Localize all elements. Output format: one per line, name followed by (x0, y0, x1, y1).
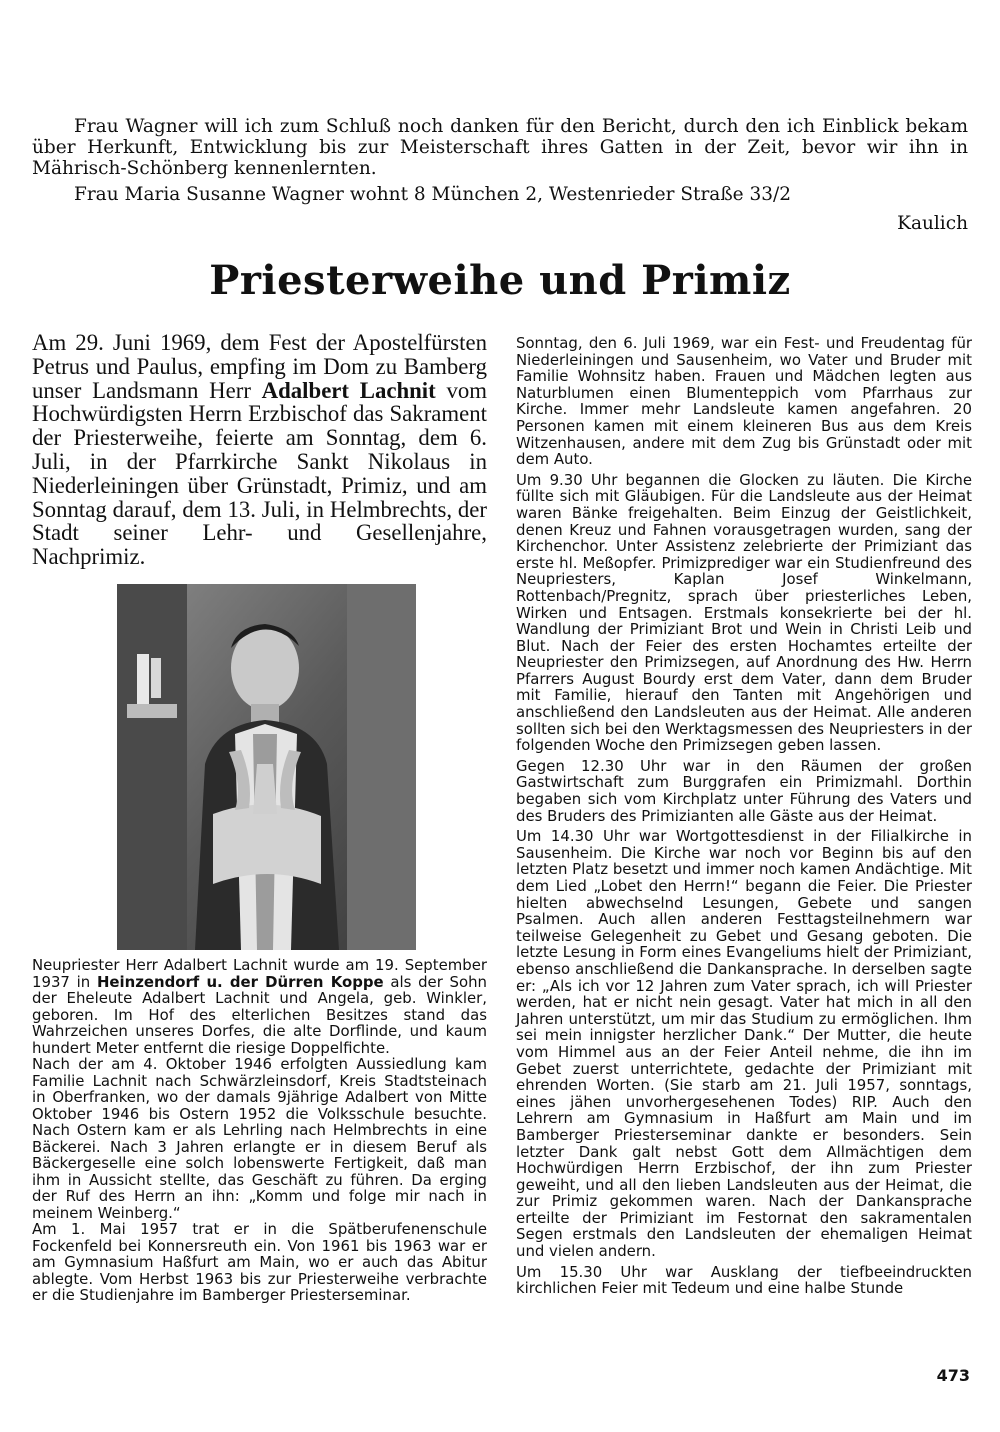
caption-paragraph: Am 1. Mai 1957 trat er in die Spätberufenenschule Fockenfeld bei Konnersreuth ein. Von 1961 bis 1963 war er am Gymnasium Haßfurt am Main, wo er auch das Abitur ablegte. Vom Herbst 1963 bis zur Priesterweihe verbrachte er die Studienjahre im Bamberger Priesterseminar. (32, 1220, 487, 1304)
priest-photo (117, 584, 416, 950)
caption-paragraph: Nach der am 4. Oktober 1946 erfolgten Aussiedlung kam Familie Lachnit nach Schwärzleinsdorf, Kreis Stadtsteinach in Oberfranken, wo der damals 9jährige Adalbert von Mitte Oktober 1946 bis Ostern 1952 die Volksschule besuchte. Nach Ostern kam er als Lehrling nach Helmbrechts in eine Bäckerei. Nach 3 Jahren erlangte er in diesem Beruf als Bäckergeselle eine solch lobenswerte Fertigkeit, daß man ihm in Aussicht stellte, das Geschäft zu führen. Da erging der Ruf des Herrn an ihn: „Komm und folge mir nach in meinem Weinberg.“ (32, 1055, 487, 1222)
address-line: Frau Maria Susanne Wagner wohnt 8 München 2, Westenrieder Straße 33/2 (74, 184, 792, 205)
article-title: Priesterweihe und Primiz (209, 257, 791, 304)
priest-photo-illustration (117, 584, 416, 950)
birthplace: Heinzendorf u. der Dürren Koppe (96, 972, 384, 991)
caption-paragraph (32, 957, 487, 1056)
right-paragraph: Um 14.30 Uhr war Wortgottesdienst in der Filialkirche in Sausenheim. Die Kirche war noch vor Beginn bis auf den letzten Platz besetzt und immer noch kamen Andächtige. Mit dem Lied „Lobet den Herrn!“ begann die Feier. Die Priester hielten abwechselnd Lesungen, Gebete und sangen Psalmen. Auch allen anderen Festtagsteilnehmern war teilweise Gelegenheit zu Gebet und Gesang geboten. Die letzte Lesung in Form eines Evangeliums hielt der Primiziant, ebenso anschließend die Dankansprache. In derselben sagte er: „Als ich vor 12 Jahren zum Vater sprach, ich will Priester werden, hat er nicht nein gesagt. Vater hat mich in all den Jahren unterstützt, um mir das Studium zu ermöglichen. Ihm sei mein innigster herzlicher Dank.“ Der Mutter, die heute vom Himmel aus an der Feier Anteil nehme, die ihn im Gebet zuerst unterrichtete, gedachte der Primiziant mit ehrenden Worten. (Sie starb am 21. Juli 1957, sonntags, eines jähen unvorhergesehenen Todes) RIP. Auch den Lehrern am Gymnasium in Haßfurt am Main und im Bamberger Priesterseminar dankte er besonders. Sein letzter Dank galt nebst Gott dem Allmächtigen dem Hochwürdigen Herrn Erzbischof, der ihn zum Priester geweiht, und all den lieben Landsleuten aus der Heimat, die zur Primiz gekommen waren. Nach der Dankansprache erteilte der Primiziant im Festornat den sakramentalen Segen erstmals den Landsleuten der ehemaligen Heimat und vielen andern. (516, 827, 972, 1261)
lead-name: Adalbert Lachnit (261, 377, 436, 403)
lead-text-start: Am 29. Juni 1969, dem Fest der Apostelfürsten Petrus und Paulus, empfing im Dom zu Bamberg unser Landsmann Herr (32, 330, 487, 403)
right-paragraph: Gegen 12.30 Uhr war in den Räumen der großen Gastwirtschaft zum Burggrafen ein Primizmahl. Dorthin begaben sich vom Kirchplatz unter Führung des Vaters und des Bruders des Primizianten alle Gäste aus der Heimat. (516, 756, 972, 825)
right-column (516, 335, 972, 1297)
right-paragraph: Um 9.30 Uhr begannen die Glocken zu läuten. Die Kirche füllte sich mit Gläubigen. Für die Landsleute aus der Heimat waren Bänke freigehalten. Beim Einzug der Geistlichkeit, denen Kreuz und Fahnen vorausgetragen wurden, sang der Kirchenchor. Unter Assistenz zelebrierte der Primiziant das erste hl. Meßopfer. Primizprediger war ein Studienfreund des Neupriesters, Kaplan Josef Winkelmann, Rottenbach/Pregnitz, sprach über priesterliches Leben, Wirken und Entsagen. Erstmals konsekrierte bei der hl. Wandlung der Primiziant Brot und Wein in Christi Leib und Blut. Nach der Feier des ersten Hochamtes erteilte der Neupriester den Primizsegen, auf Anordnung des Hw. Herrn Pfarrers August Bourdy erst dem Vater, dann dem Bruder mit Familie, hierauf den Tanten mit Angehörigen und anschließend den Landsleuten aus der Heimat. Alle anderen sollten sich bei den Werktagsmessen des Neupriesters in der folgenden Woche den Primizsegen geben lassen. (516, 470, 972, 755)
lead-text-end: vom Hochwürdigsten Herrn Erzbischof das Sakrament der Priesterweihe, feierte am Sonntag, dem 6. Juli, in der Pfarrkirche Sankt Nikolaus in Niederleiningen über Grünstadt, Primiz, und am Sonntag darauf, dem 13. Juli, in Helmbrechts, der Stadt seiner Lehr- und Gesellenjahre, Nachprimiz. (32, 377, 487, 570)
right-paragraph: Sonntag, den 6. Juli 1969, war ein Fest- und Freudentag für Niederleiningen und Sausenheim, wo Vater und Bruder mit Familie Wohnsitz haben. Frauen und Mädchen legten aus Naturblumen einen Blumenteppich vom Pfarrhaus zur Kirche. Immer mehr Landsleute kamen angefahren. 20 Personen kamen mit einem kleineren Bus aus dem Kreis Witzenhausen, andere mit dem Zug bis Grünstadt oder mit dem Auto. (516, 334, 972, 469)
caption-text-end: als der Sohn der Eheleute Adalbert Lachnit und Angela, geb. Winkler, geboren. Im Hof des elterlichen Besitzes stand das Wahrzeichen unseres Dorfes, die alte Dorflinde, und kaum hundert Meter entfernt die riesige Doppelfichte. (32, 972, 487, 1057)
right-paragraph: Um 15.30 Uhr war Ausklang der tiefbeeindruckten kirchlichen Feier mit Tedeum und eine halbe Stunde (516, 1262, 972, 1298)
page-number: 473 (936, 1366, 970, 1385)
intro-paragraph: Frau Wagner will ich zum Schluß noch danken für den Bericht, durch den ich Einblick bekam über Herkunft, Entwicklung bis zur Meisterschaft ihres Gatten in der Zeit, bevor wir ihn in Mährisch-Schönberg kennenlernten. (32, 116, 968, 179)
caption-text-start: Neupriester Herr Adalbert Lachnit wurde am 19. September 1937 in (32, 956, 487, 991)
author-signature: Kaulich (897, 213, 968, 234)
photo-caption-column (32, 957, 487, 1304)
lead-paragraph (32, 331, 487, 569)
